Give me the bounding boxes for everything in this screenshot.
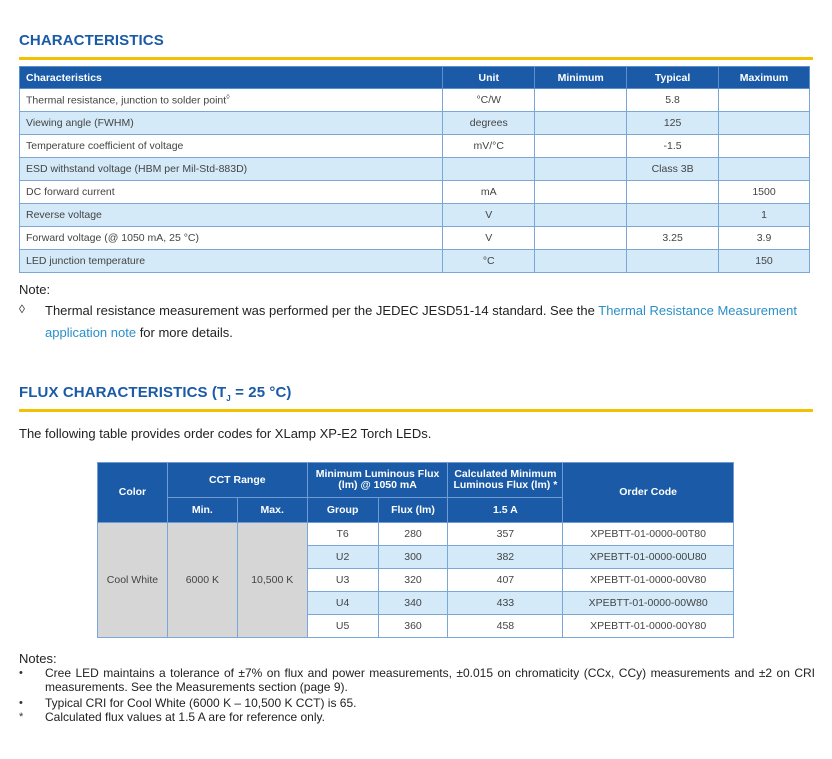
table-row (20, 135, 810, 158)
table-row (20, 227, 810, 250)
group-cell: T6 (307, 523, 378, 546)
cct-max-cell: 10,500 K (237, 523, 307, 638)
order-code-cell: XPEBTT-01-0000-00V80 (563, 569, 734, 592)
cct-min-cell: 6000 K (167, 523, 237, 638)
flux-title-prefix: FLUX CHARACTERISTICS (T (19, 384, 227, 401)
row-unit (443, 181, 535, 204)
row-unit (443, 250, 535, 273)
flux-title-subscript: J (226, 394, 231, 403)
row-name (20, 204, 443, 227)
thermal-resistance-link[interactable]: Thermal Resistance Measurement application note (45, 303, 797, 340)
note-bullet: • (19, 667, 23, 679)
row-maximum-text: 1500 (752, 186, 776, 198)
order-code-cell: XPEBTT-01-0000-00T80 (563, 523, 734, 546)
row-unit-text: V (485, 209, 493, 221)
note-text-after: for more details. (136, 325, 233, 340)
note-label: Note: (19, 282, 51, 297)
row-unit-text: degrees (469, 117, 508, 129)
row-name-text: Temperature coefficient of voltage (26, 140, 184, 152)
title-rule (19, 57, 813, 60)
note-text (45, 300, 815, 344)
note-bullet: • (19, 697, 23, 709)
table-row (20, 158, 810, 181)
row-unit-text: mV/°C (473, 140, 504, 152)
row-name-text: Forward voltage (@ 1050 mA, 25 °C) (26, 232, 200, 244)
color-cell: Cool White (98, 523, 168, 638)
table-row (20, 112, 810, 135)
calc-flux-cell: 407 (448, 569, 563, 592)
row-maximum (719, 204, 810, 227)
row-name (20, 250, 443, 273)
header-unit: Unit (443, 67, 535, 89)
table-row (20, 250, 810, 273)
row-minimum (535, 204, 627, 227)
row-typical (627, 204, 719, 227)
row-maximum (719, 135, 810, 158)
row-unit (443, 89, 535, 112)
row-minimum (535, 227, 627, 250)
row-maximum (719, 227, 810, 250)
row-minimum (535, 181, 627, 204)
header-group: Group (307, 498, 378, 523)
row-unit-text: °C/W (476, 94, 502, 106)
row-typical-text: Class 3B (651, 163, 694, 175)
group-cell: U4 (307, 592, 378, 615)
row-typical (627, 112, 719, 135)
header-max: Max. (237, 498, 307, 523)
header-characteristics: Characteristics (20, 67, 443, 89)
row-maximum-text: 1 (761, 209, 767, 221)
row-unit (443, 204, 535, 227)
row-unit-text: °C (482, 255, 495, 267)
characteristics-table (19, 66, 810, 273)
flux-cell: 300 (378, 546, 448, 569)
note-text-reference: Calculated flux values at 1.5 A are for reference only. (45, 710, 325, 724)
characteristics-title: CHARACTERISTICS (19, 32, 164, 49)
order-code-cell: XPEBTT-01-0000-00U80 (563, 546, 734, 569)
header-cct-range: CCT Range (167, 463, 307, 498)
group-cell: U3 (307, 569, 378, 592)
calc-flux-cell: 357 (448, 523, 563, 546)
row-typical (627, 250, 719, 273)
flux-cell: 320 (378, 569, 448, 592)
header-min-flux: Minimum Luminous Flux (lm) @ 1050 mA (307, 463, 448, 498)
flux-title-rule (19, 409, 813, 412)
table-row (20, 89, 810, 112)
row-minimum (535, 89, 627, 112)
row-name (20, 89, 443, 112)
header-color: Color (98, 463, 168, 523)
flux-cell: 340 (378, 592, 448, 615)
table-row (20, 204, 810, 227)
row-minimum (535, 250, 627, 273)
flux-cell: 360 (378, 615, 448, 638)
header-min: Min. (167, 498, 237, 523)
header-maximum: Maximum (719, 67, 810, 89)
calc-flux-cell: 458 (448, 615, 563, 638)
row-maximum (719, 112, 810, 135)
row-typical (627, 227, 719, 250)
footnote-mark: ◊ (226, 93, 230, 101)
row-name (20, 112, 443, 135)
flux-cell: 280 (378, 523, 448, 546)
table-row (20, 181, 810, 204)
note-text-tolerance: Cree LED maintains a tolerance of ±7% on flux and power measurements, ±0.015 on chromaticity (CCx, CCy) measurements and ±2 on CRI measurements. See the Measurements section (page 9). (45, 666, 815, 694)
row-name-text: Reverse voltage (26, 209, 102, 221)
row-unit (443, 135, 535, 158)
flux-table (97, 462, 734, 638)
flux-title-suffix: = 25 °C) (230, 384, 292, 401)
order-code-cell: XPEBTT-01-0000-00W80 (563, 592, 734, 615)
row-maximum-text: 150 (755, 255, 773, 267)
row-name-text: Thermal resistance, junction to solder point (26, 94, 227, 107)
group-cell: U2 (307, 546, 378, 569)
row-typical-text: 125 (663, 117, 682, 129)
order-code-cell: XPEBTT-01-0000-00Y80 (563, 615, 734, 638)
flux-characteristics-title (19, 384, 292, 403)
row-maximum-text: 3.9 (756, 232, 772, 244)
row-name-text: Viewing angle (FWHM) (26, 117, 134, 129)
row-name (20, 227, 443, 250)
row-maximum (719, 181, 810, 204)
row-typical (627, 158, 719, 181)
notes-label: Notes: (19, 651, 57, 666)
row-maximum (719, 250, 810, 273)
header-current: 1.5 A (448, 498, 563, 523)
header-order-code: Order Code (563, 463, 734, 523)
row-unit (443, 227, 535, 250)
row-name (20, 135, 443, 158)
row-minimum (535, 135, 627, 158)
row-name-text: DC forward current (26, 186, 115, 198)
row-typical (627, 135, 719, 158)
row-minimum (535, 158, 627, 181)
flux-intro: The following table provides order codes for XLamp XP-E2 Torch LEDs. (19, 426, 432, 441)
row-typical-text: 3.25 (662, 232, 683, 244)
row-name (20, 181, 443, 204)
note-text-cri: Typical CRI for Cool White (6000 K – 10,500 K CCT) is 65. (45, 696, 357, 710)
header-flux: Flux (lm) (378, 498, 448, 523)
table-row (98, 523, 734, 546)
row-unit (443, 158, 535, 181)
row-typical-text: 5.8 (665, 94, 680, 106)
calc-flux-cell: 433 (448, 592, 563, 615)
row-maximum (719, 158, 810, 181)
row-unit (443, 112, 535, 135)
row-typical (627, 89, 719, 112)
row-typical (627, 181, 719, 204)
header-calc-flux: Calculated Minimum Luminous Flux (lm) * (448, 463, 563, 498)
group-cell: U5 (307, 615, 378, 638)
calc-flux-cell: 382 (448, 546, 563, 569)
row-maximum (719, 89, 810, 112)
header-minimum: Minimum (535, 67, 627, 89)
row-minimum (535, 112, 627, 135)
note-text-before: Thermal resistance measurement was performed per the JEDEC JESD51-14 standard. See the (45, 303, 599, 318)
row-name (20, 158, 443, 181)
row-name-text: LED junction temperature (26, 255, 146, 267)
header-typical: Typical (627, 67, 719, 89)
row-typical-text: -1.5 (663, 140, 682, 152)
row-unit-text: V (485, 232, 493, 244)
row-name-text: ESD withstand voltage (HBM per Mil-Std-883D) (26, 163, 248, 175)
note-diamond-mark: ◊ (19, 302, 25, 316)
note-asterisk: * (19, 711, 24, 723)
row-unit-text: mA (480, 186, 497, 198)
